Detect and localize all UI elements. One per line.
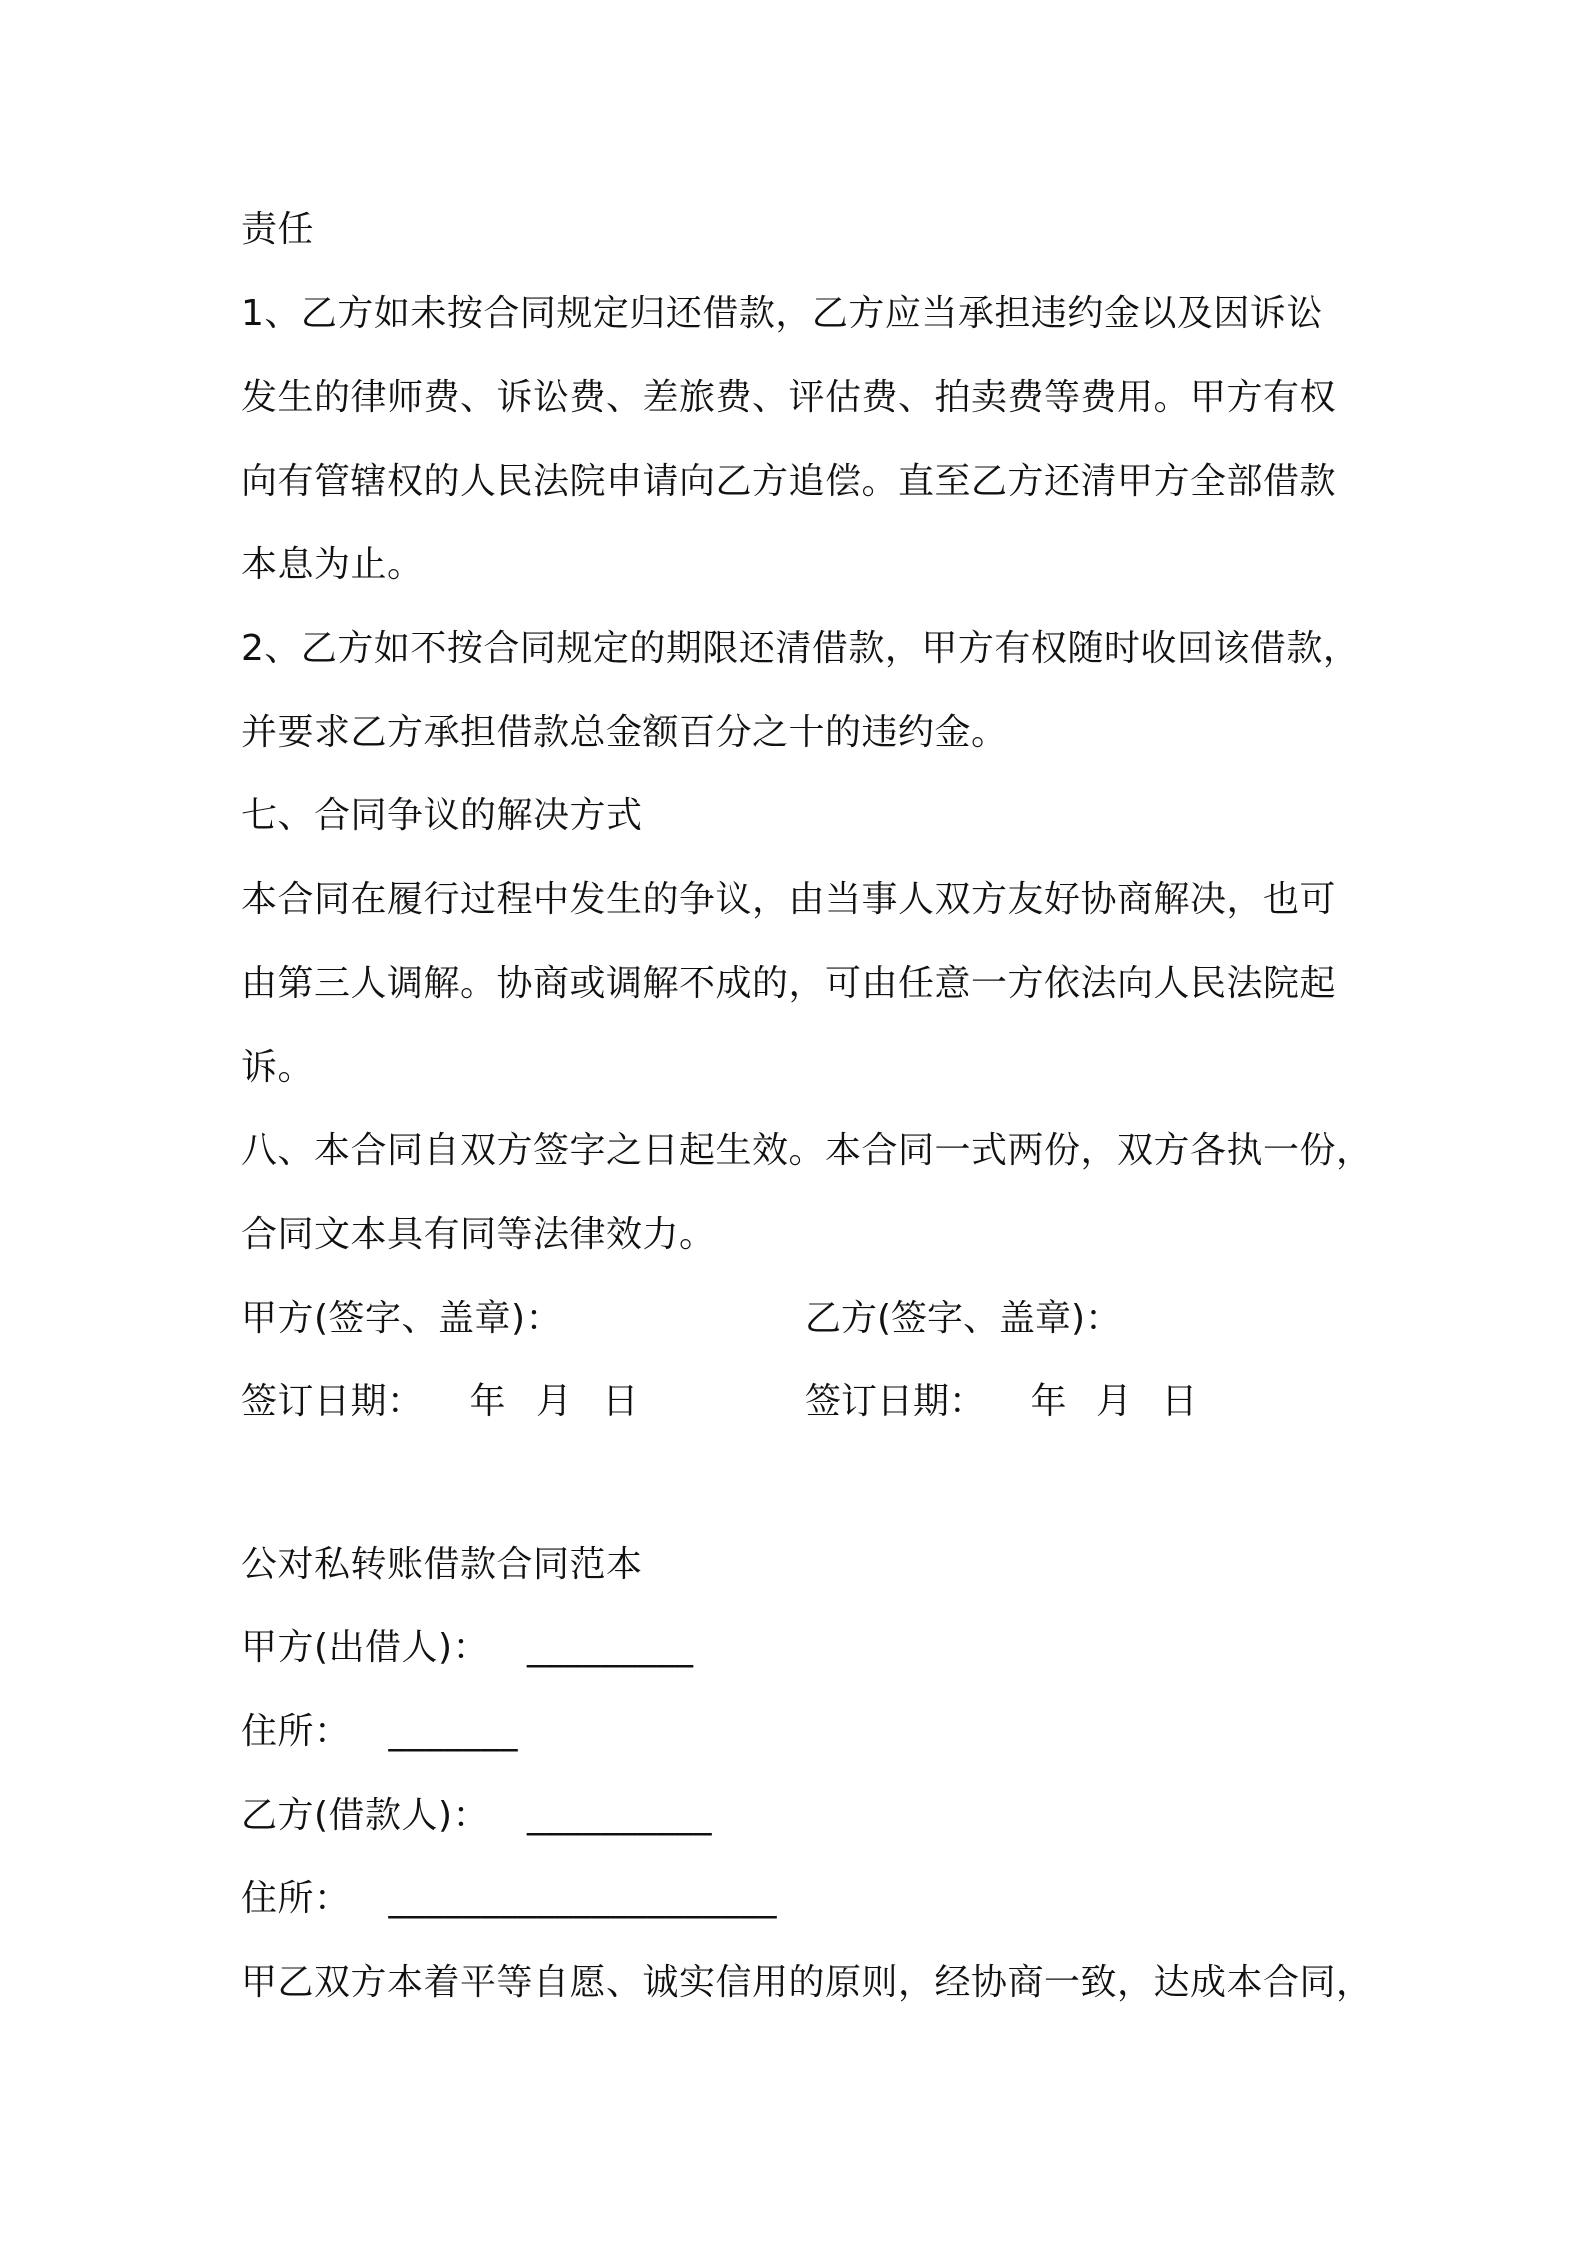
- borrower-label: 乙方(借款人)：: [241, 1795, 490, 1836]
- sign-date-label-b: 签订日期：: [805, 1381, 986, 1422]
- clause6-item2-line1: 2、乙方如不按合同规定的期限还清借款，甲方有权随时收回该借款，: [241, 628, 1360, 669]
- sign-date-day-b: 日: [1161, 1381, 1198, 1422]
- sign-date-month-a: 月: [535, 1381, 573, 1422]
- borrower-row: [241, 1792, 712, 1840]
- signature-party-a: 甲方(签字、盖章)：: [241, 1298, 563, 1339]
- clause6-item1-line3: 向有管辖权的人民法院申请向乙方追偿。直至乙方还清甲方全部借款: [241, 461, 1337, 502]
- borrower-address-blank: _____________________: [388, 1878, 777, 1919]
- clause8-line1: 八、本合同自双方签字之日起生效。本合同一式两份，双方各执一份，: [241, 1130, 1373, 1171]
- lender-row: [241, 1624, 694, 1672]
- clause8-line2: 合同文本具有同等法律效力。: [241, 1214, 716, 1255]
- lender-address-row: [241, 1708, 518, 1756]
- second-contract-intro-line1: 甲乙双方本着平等自愿、诚实信用的原则，经协商一致，达成本合同，: [241, 1962, 1373, 2003]
- sign-date-b: [805, 1378, 1197, 1426]
- second-contract-title: 公对私转账借款合同范本: [241, 1544, 643, 1585]
- lender-address-blank: _______: [388, 1711, 518, 1752]
- clause7-line2: 由第三人调解。协商或调解不成的，可由任意一方依法向人民法院起: [241, 963, 1337, 1004]
- sign-date-a: [241, 1378, 639, 1426]
- borrower-address-label: 住所：: [241, 1878, 351, 1919]
- clause6-item1-line4: 本息为止。: [241, 544, 424, 585]
- lender-address-label: 住所：: [241, 1711, 351, 1752]
- lender-blank: _________: [527, 1627, 694, 1668]
- clause7-title: 七、合同争议的解决方式: [241, 795, 643, 836]
- lender-label: 甲方(出借人)：: [241, 1627, 490, 1668]
- sign-date-day-a: 日: [602, 1381, 639, 1422]
- clause6-item1-line1: 1、乙方如未按合同规定归还借款，乙方应当承担违约金以及因诉讼: [241, 293, 1323, 334]
- clause7-line1: 本合同在履行过程中发生的争议，由当事人双方友好协商解决，也可: [241, 879, 1337, 920]
- clause6-item1-line2: 发生的律师费、诉讼费、差旅费、评估费、拍卖费等费用。甲方有权: [241, 377, 1337, 418]
- sign-date-year-a: 年: [469, 1381, 506, 1422]
- signature-party-b: 乙方(签字、盖章)：: [805, 1298, 1122, 1339]
- sign-date-year-b: 年: [1030, 1381, 1067, 1422]
- sign-date-label-a: 签订日期：: [241, 1381, 424, 1422]
- clause7-line3: 诉。: [241, 1047, 315, 1088]
- sign-date-month-b: 月: [1095, 1381, 1132, 1422]
- clause6-item2-line2: 并要求乙方承担借款总金额百分之十的违约金。: [241, 712, 1008, 753]
- heading-continued: 责任: [241, 209, 315, 250]
- borrower-blank: __________: [527, 1795, 713, 1836]
- borrower-address-row: [241, 1875, 777, 1923]
